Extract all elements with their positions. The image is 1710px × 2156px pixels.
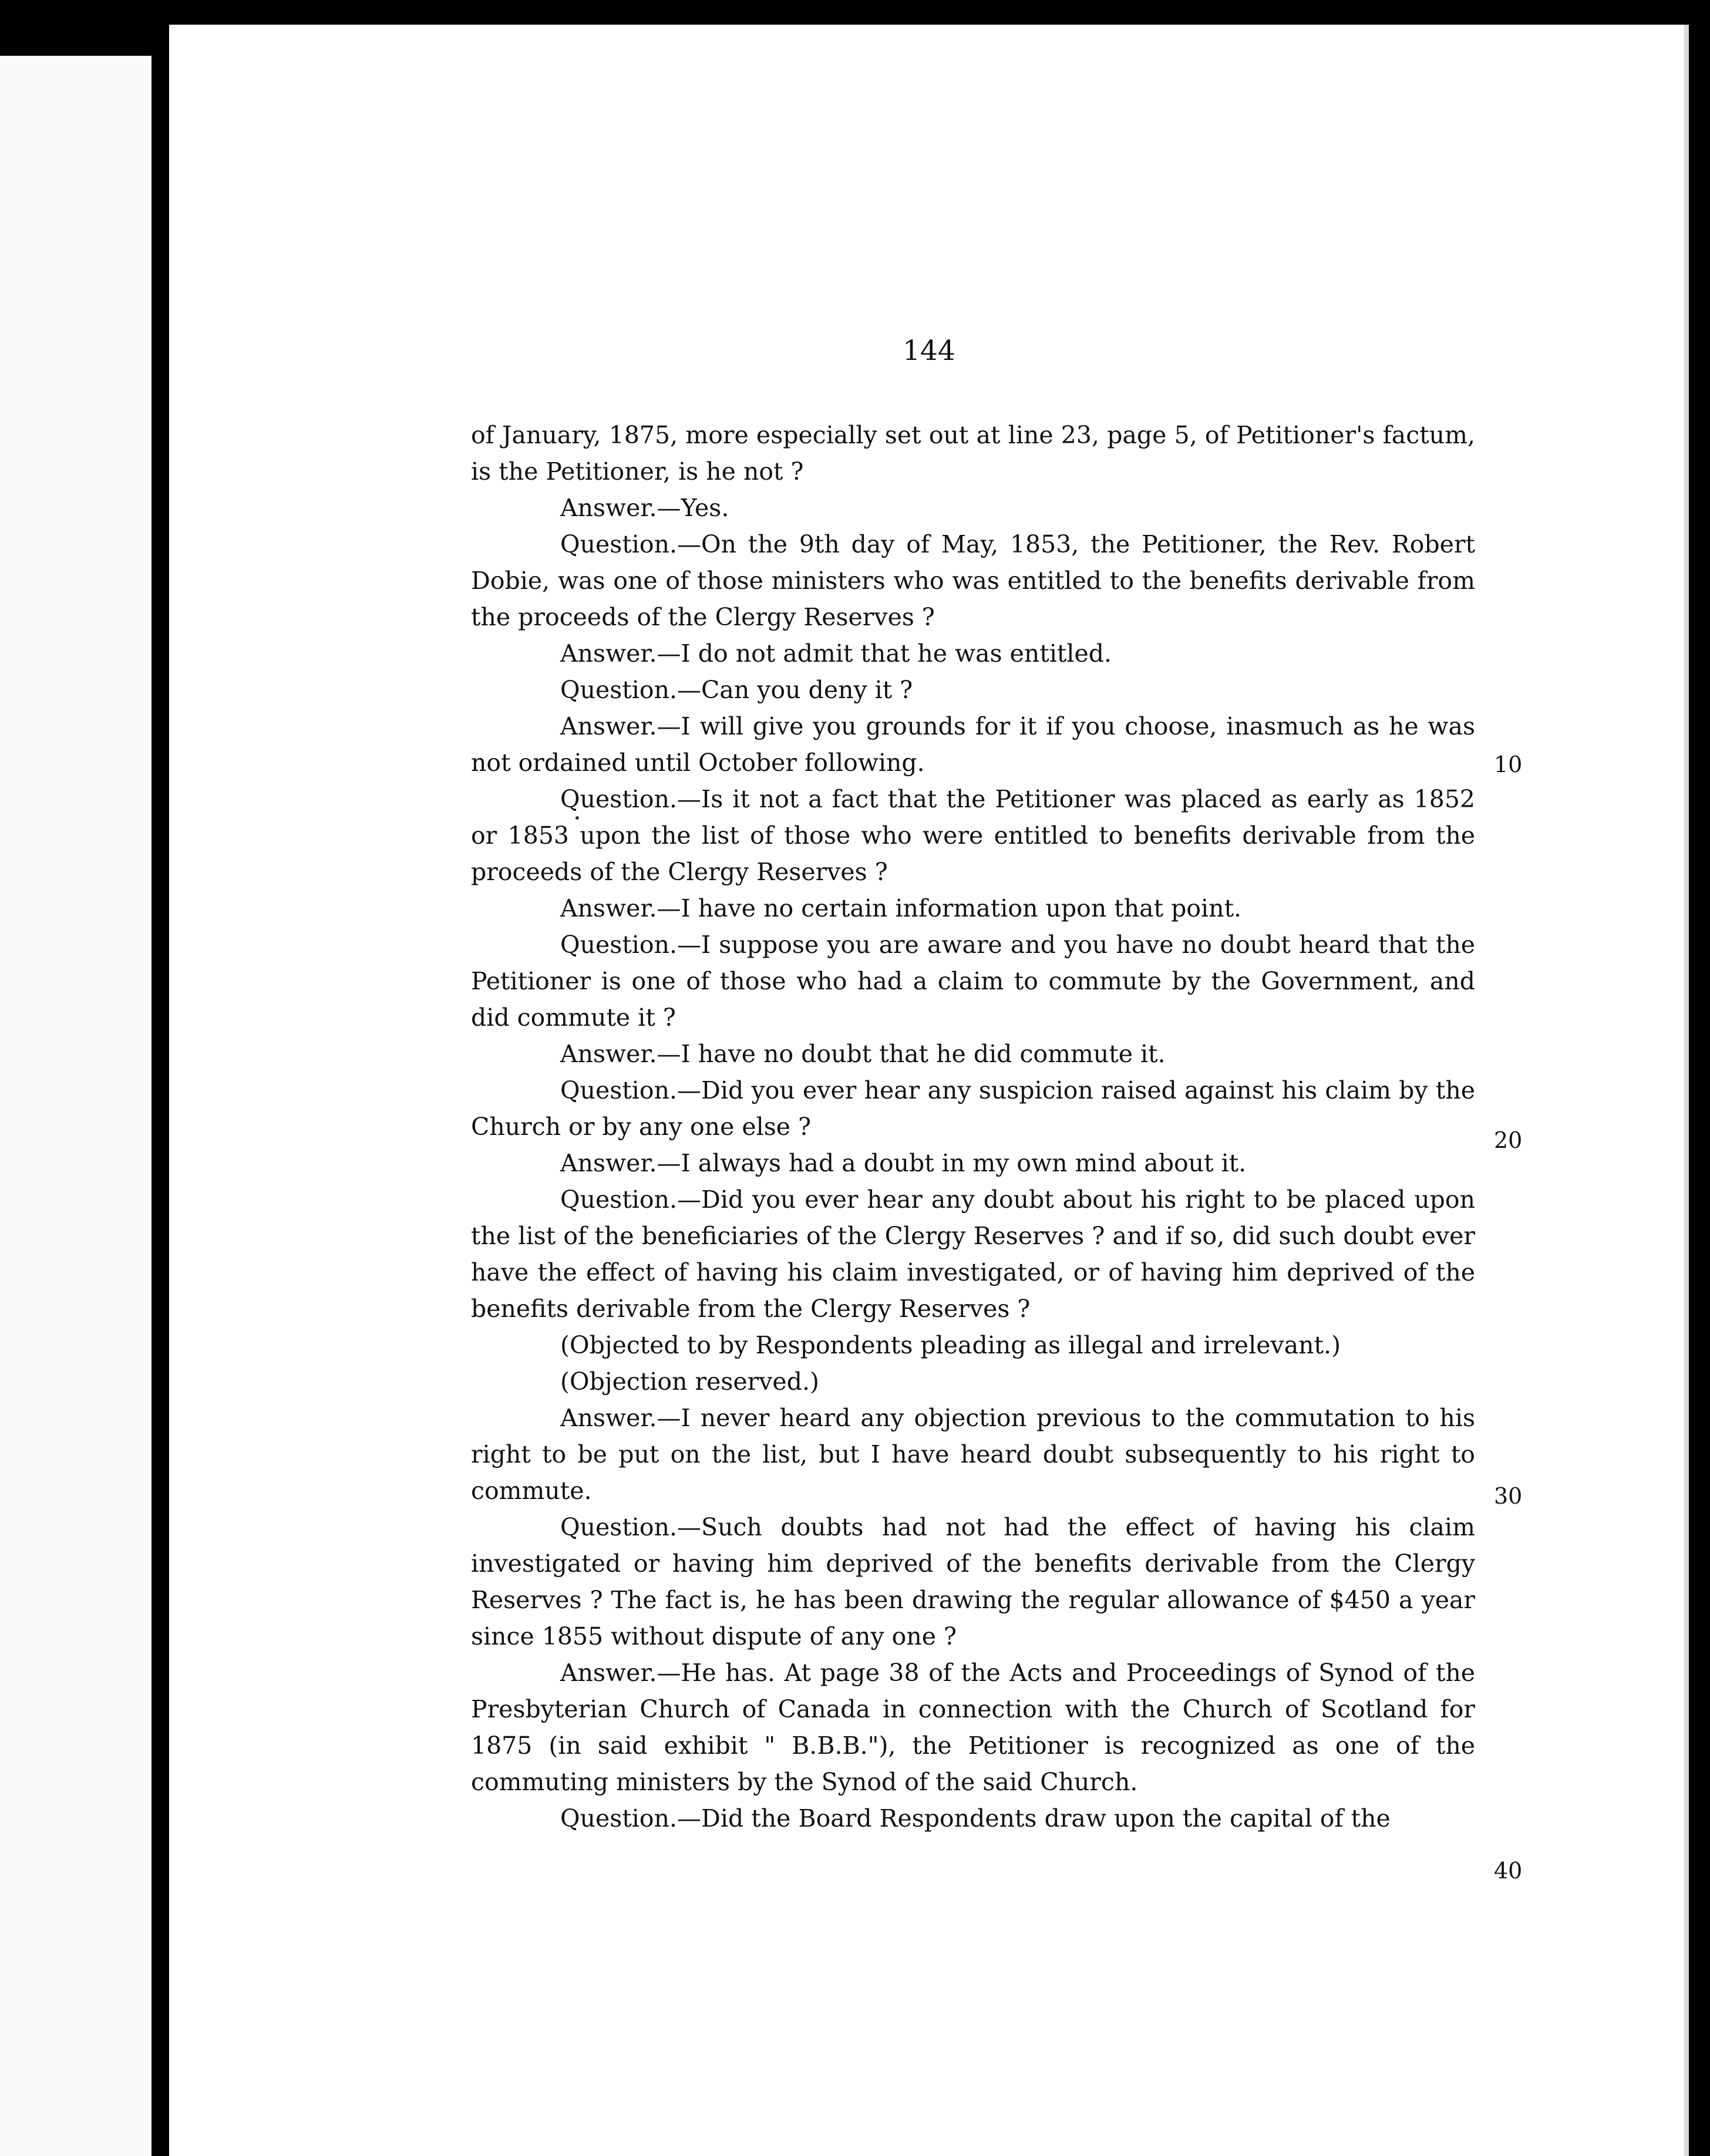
facing-page-margin <box>0 56 152 2156</box>
question-paragraph: Question.—On the 9th day of May, 1853, the Petitioner, the Rev. Robert Dobie, was one of those ministers who was entitled to the benefits derivable from the proceeds of the Clergy Reserves ? <box>471 530 1475 631</box>
objection-reserved-note: (Objection reserved.) <box>560 1367 819 1396</box>
line-number-10: 10 <box>1494 752 1523 777</box>
answer-paragraph: Answer.—I will give you grounds for it if you choose, inasmuch as he was not ordained until October following. <box>471 712 1475 777</box>
question-paragraph: Question.—Can you deny it ? <box>560 676 913 704</box>
line-number-40: 40 <box>1494 1858 1523 1884</box>
document-page <box>169 25 1689 2156</box>
paragraph-continuation: of January, 1875, more especially set out at line 23, page 5, of Petitioner's factum, is the Petitioner, is he not ? <box>471 421 1475 486</box>
binding-gutter <box>152 56 169 2156</box>
line-number-30: 30 <box>1494 1483 1523 1509</box>
question-paragraph: Question.—Did you ever hear any doubt about his right to be placed upon the list of the beneficiaries of the Clergy Reserves ? and if so, did such doubt ever have the effect of having his claim investigated, or of having him deprived of the benefits derivable from the Clergy Reserves ? <box>471 1185 1475 1323</box>
question-paragraph: Question.—Such doubts had not had the effect of having his claim investigated or having him deprived of the benefits derivable from the Clergy Reserves ? The fact is, he has been drawing the regular allowance of $450 a year since 1855 without dispute of any one ? <box>471 1513 1475 1650</box>
answer-paragraph: Answer.—I have no certain information upon that point. <box>560 894 1242 922</box>
question-paragraph: Question.—Did the Board Respondents draw upon the capital of the <box>560 1804 1391 1832</box>
question-paragraph: Question.—I suppose you are aware and you have no doubt heard that the Petitioner is one of those who had a claim to commute by the Government, and did commute it ? <box>471 931 1475 1032</box>
scan-speck <box>575 816 579 820</box>
answer-paragraph: Answer.—I have no doubt that he did commute it. <box>560 1040 1166 1068</box>
answer-paragraph: Answer.—I always had a doubt in my own mind about it. <box>560 1149 1247 1177</box>
answer-paragraph: Answer.—Yes. <box>560 494 729 522</box>
answer-paragraph: Answer.—I never heard any objection previous to the commutation to his right to be put on the list, but I have heard doubt subsequently to his right to commute. <box>471 1404 1475 1505</box>
answer-paragraph: Answer.—He has. At page 38 of the Acts and Proceedings of Synod of the Presbyterian Church of Canada in connection with the Church of Scotland for 1875 (in said exhibit " B.B.B."), the Petitioner is recognized as one of the commuting ministers by the Synod of the said Church. <box>471 1659 1475 1796</box>
page-number: 144 <box>903 335 955 367</box>
deposition-text <box>471 417 1475 1837</box>
question-paragraph: Question.—Is it not a fact that the Petitioner was placed as early as 1852 or 1853 upon the list of those who were entitled to benefits derivable from the proceeds of the Clergy Reserves ? <box>471 785 1475 886</box>
answer-paragraph: Answer.—I do not admit that he was entitled. <box>560 639 1112 668</box>
objection-note: (Objected to by Respondents pleading as illegal and irrelevant.) <box>560 1331 1341 1359</box>
line-number-20: 20 <box>1494 1127 1523 1153</box>
question-paragraph: Question.—Did you ever hear any suspicion raised against his claim by the Church or by any one else ? <box>471 1076 1475 1141</box>
